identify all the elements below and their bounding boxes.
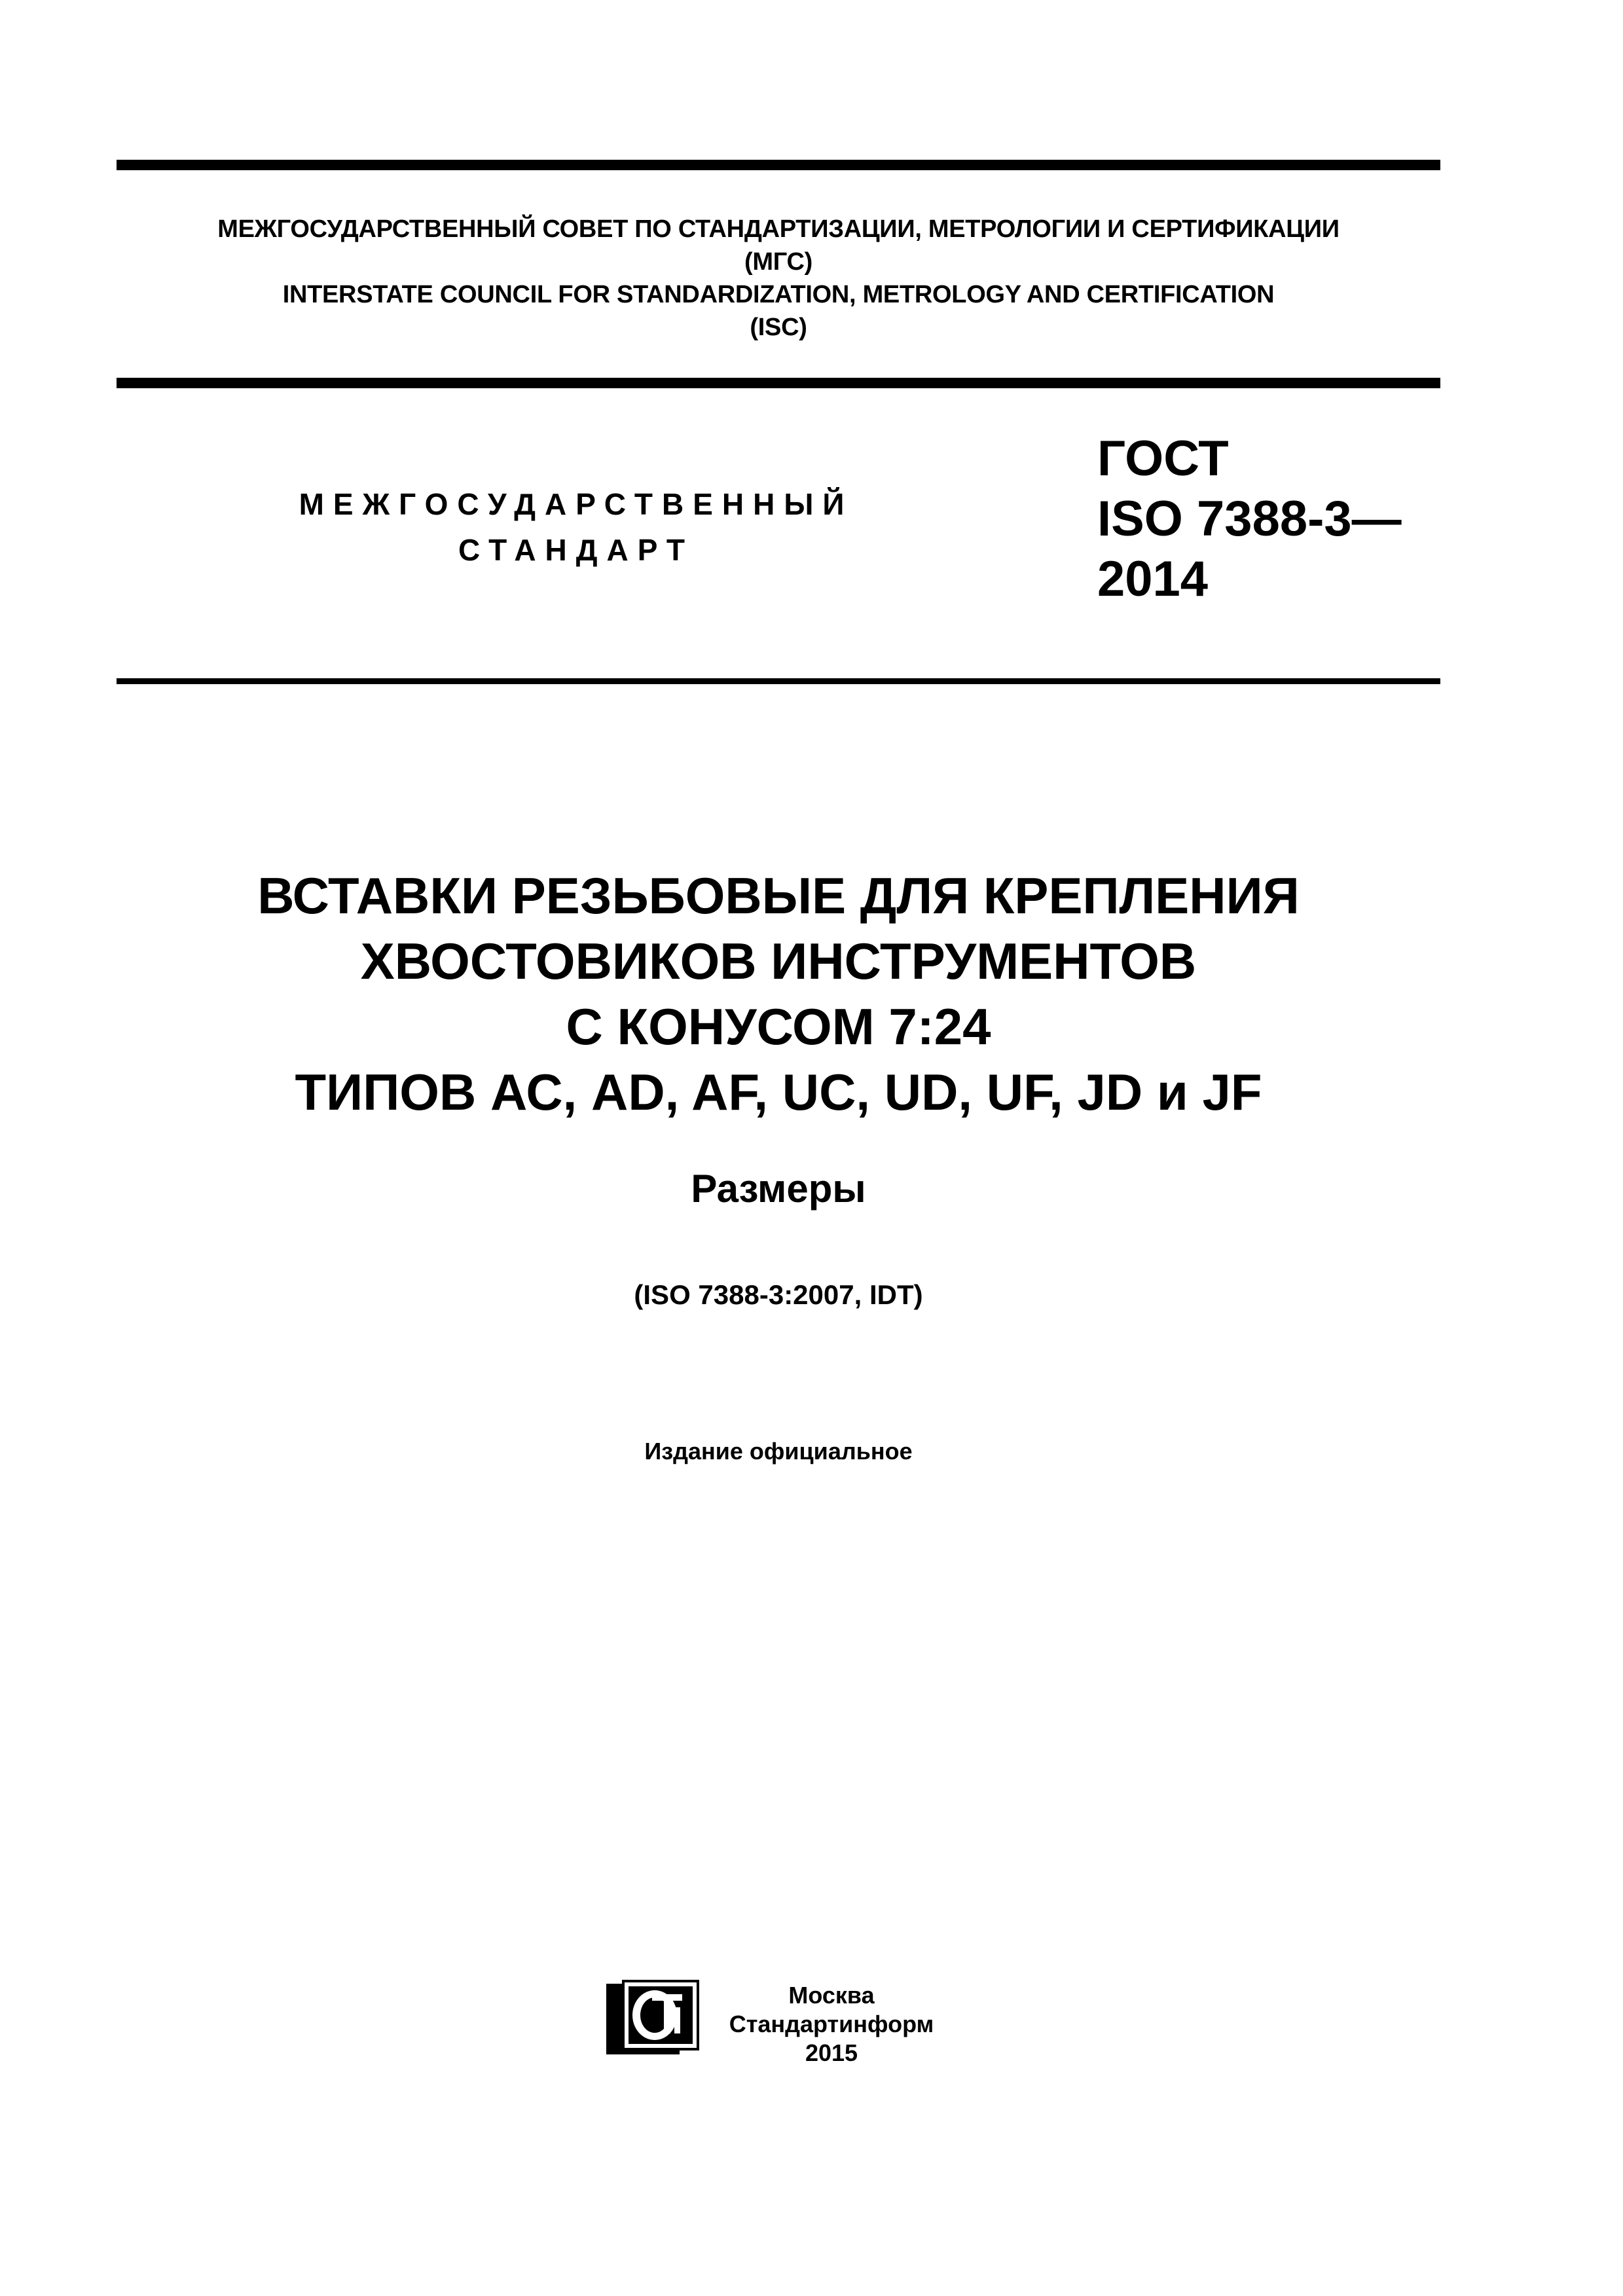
middle-rule: [117, 378, 1440, 388]
publisher-name: Стандартинформ: [729, 2011, 934, 2037]
standard-kind-line2: СТАНДАРТ: [458, 533, 694, 567]
document-subtitle: Размеры: [691, 1167, 866, 1211]
designation-line3: 2014: [1097, 551, 1209, 607]
iso-reference: (ISO 7388-3:2007, IDT): [634, 1279, 923, 1310]
designation-line2: ISO 7388-3—: [1097, 491, 1402, 547]
standard-designation: [1097, 429, 1402, 610]
standard-kind-line1: МЕЖГОСУДАРСТВЕННЫЙ: [299, 487, 854, 521]
document-title: [117, 863, 1440, 1125]
title-line2: ХВОСТОВИКОВ ИНСТРУМЕНТОВ: [360, 932, 1197, 990]
council-name-en: INTERSTATE COUNCIL FOR STANDARDIZATION, METROLOGY AND CERTIFICATION: [282, 281, 1275, 308]
publisher-year: 2015: [805, 2039, 858, 2066]
edition-note: Издание официальное: [644, 1438, 913, 1465]
title-line4: ТИПОВ АС, AD, AF, UC, UD, UF, JD и JF: [295, 1063, 1262, 1121]
council-abbr-en: (ISC): [750, 314, 807, 341]
title-line1: ВСТАВКИ РЕЗЬБОВЫЕ ДЛЯ КРЕПЛЕНИЯ: [257, 867, 1300, 924]
lower-rule: [117, 678, 1440, 684]
standard-kind: [249, 481, 903, 573]
standartinform-logo-icon: [604, 1978, 701, 2057]
council-header: [117, 213, 1440, 344]
top-rule: [117, 160, 1440, 170]
designation-line1: ГОСТ: [1097, 431, 1229, 486]
council-name-ru: МЕЖГОСУДАРСТВЕННЫЙ СОВЕТ ПО СТАНДАРТИЗАЦИИ, МЕТРОЛОГИИ И СЕРТИФИКАЦИИ: [217, 215, 1340, 243]
publisher-block: [720, 1981, 943, 2068]
title-line3: С КОНУСОМ 7:24: [566, 998, 991, 1055]
council-abbr-ru: (МГС): [744, 248, 812, 276]
publisher-city: Москва: [788, 1982, 875, 2009]
